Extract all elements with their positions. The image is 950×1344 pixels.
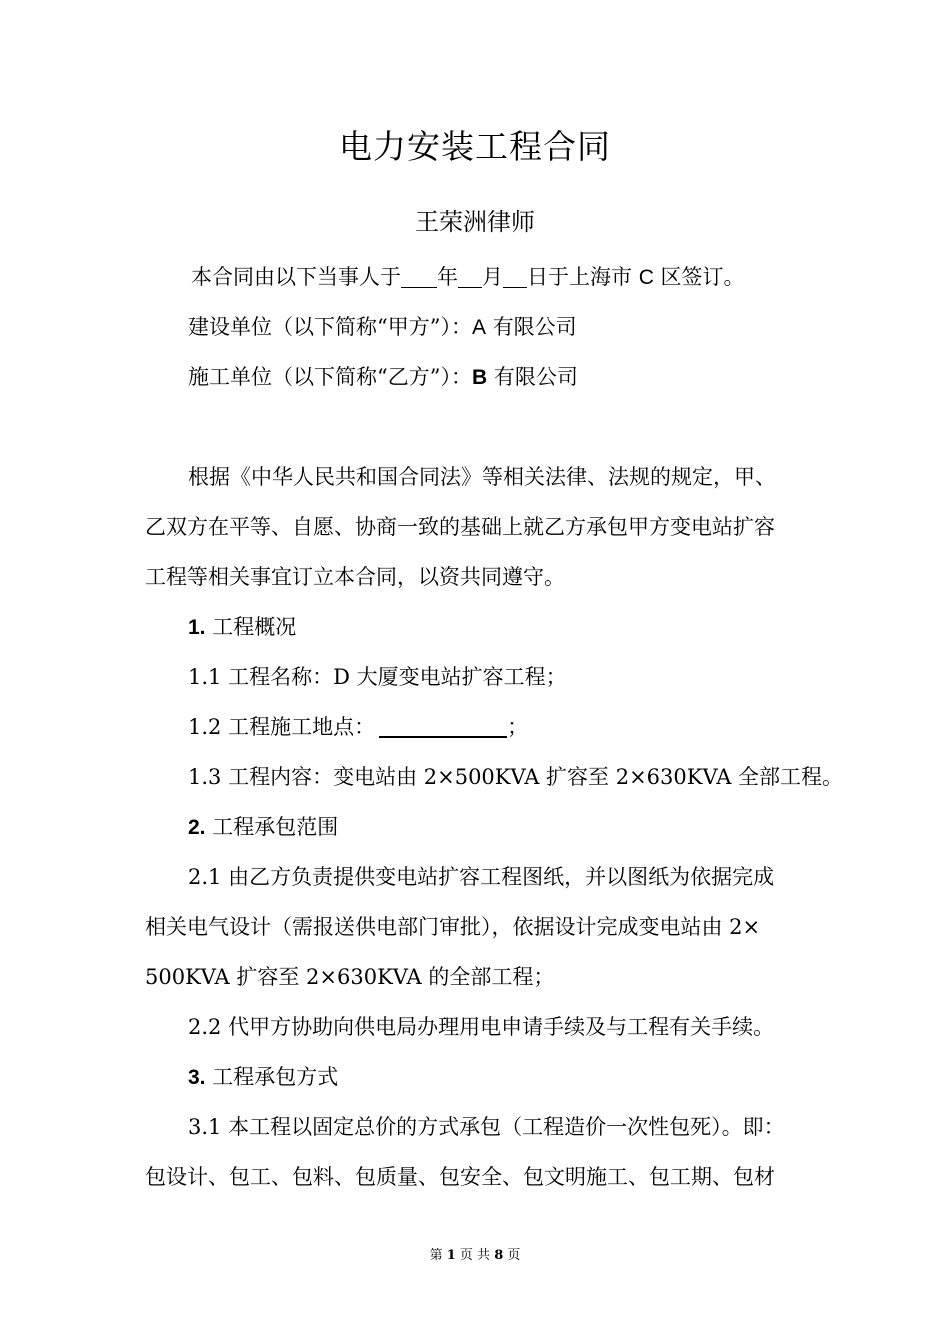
- section-3-heading: [145, 1057, 853, 1098]
- clause-1-2: [145, 707, 853, 747]
- intro-year: 年: [437, 265, 458, 289]
- section-2-number: 2.: [188, 816, 206, 839]
- party-b-label: 施工单位（以下简称“乙方”）：: [188, 365, 472, 389]
- footer-page-suffix: 页: [507, 1248, 521, 1263]
- section-3-title: 工程承包方式: [212, 1065, 339, 1089]
- party-a-line: [145, 307, 853, 348]
- footer-page-prefix: 第: [429, 1248, 443, 1263]
- intro-line: [145, 257, 856, 298]
- document-author: 王荣洲律师: [415, 208, 535, 236]
- section-1-heading: [145, 607, 853, 648]
- year-blank: [401, 263, 437, 288]
- location-blank: [379, 712, 507, 738]
- preamble-line-1: 根据《中华人民共和国合同法》等相关法律、法规的规定，甲、: [188, 465, 776, 489]
- clause-1-3: 1.3 工程内容：变电站由 2×500KVA 扩容至 2×630KVA 全部工程。: [188, 765, 844, 789]
- intro-prefix: 本合同由以下当事人于: [191, 265, 401, 289]
- clause-2-1-line-1: 2.1 由乙方负责提供变电站扩容工程图纸，并以图纸为依据完成: [188, 865, 775, 889]
- document-title: 电力安装工程合同: [339, 127, 611, 166]
- intro-district-suffix: 区签订。: [660, 265, 745, 289]
- section-2-heading: [145, 807, 853, 848]
- page-footer: [0, 1246, 950, 1266]
- footer-page-mid: 页 共: [459, 1248, 491, 1263]
- clause-1-2-end: ；: [507, 715, 529, 739]
- intro-district-letter: C: [638, 266, 654, 289]
- section-1-title: 工程概况: [212, 615, 297, 639]
- clause-3-1-line-2: 包设计、包工、包料、包质量、包安全、包文明施工、包工期、包材: [145, 1165, 775, 1189]
- footer-page-number: 1: [446, 1248, 456, 1263]
- section-2-title: 工程承包范围: [212, 815, 339, 839]
- party-a-name: 有限公司: [492, 315, 577, 339]
- footer-page-total: 8: [494, 1248, 504, 1263]
- party-a-letter: A: [471, 316, 486, 339]
- section-1-number: 1.: [188, 616, 206, 639]
- clause-1-1: 1.1 工程名称：D 大厦变电站扩容工程；: [188, 665, 567, 689]
- party-b-name: 有限公司: [493, 365, 578, 389]
- intro-day-suffix: 日于上海市: [527, 265, 632, 289]
- day-blank: [503, 263, 527, 288]
- party-b-line: [145, 357, 853, 398]
- month-blank: [458, 263, 482, 288]
- clause-2-2: 2.2 代甲方协助向供电局办理用电申请手续及与工程有关手续。: [188, 1015, 775, 1039]
- preamble-line-2: 乙双方在平等、自愿、协商一致的基础上就乙方承包甲方变电站扩容: [145, 515, 775, 539]
- clause-2-1-line-2: 相关电气设计（需报送供电部门审批），依据设计完成变电站由 2×: [145, 915, 761, 939]
- clause-3-1-line-1: 3.1 本工程以固定总价的方式承包（工程造价一次性包死）。即：: [188, 1115, 785, 1139]
- clause-1-2-text: 1.2 工程施工地点：: [188, 715, 376, 739]
- preamble-line-3: 工程等相关事宜订立本合同，以资共同遵守。: [145, 565, 565, 589]
- clause-2-1-line-3: 500KVA 扩容至 2×630KVA 的全部工程；: [145, 965, 555, 989]
- section-3-number: 3.: [188, 1066, 206, 1089]
- party-b-letter: B: [471, 366, 488, 389]
- party-a-label: 建设单位（以下简称“甲方”）：: [188, 315, 472, 339]
- intro-month: 月: [482, 265, 503, 289]
